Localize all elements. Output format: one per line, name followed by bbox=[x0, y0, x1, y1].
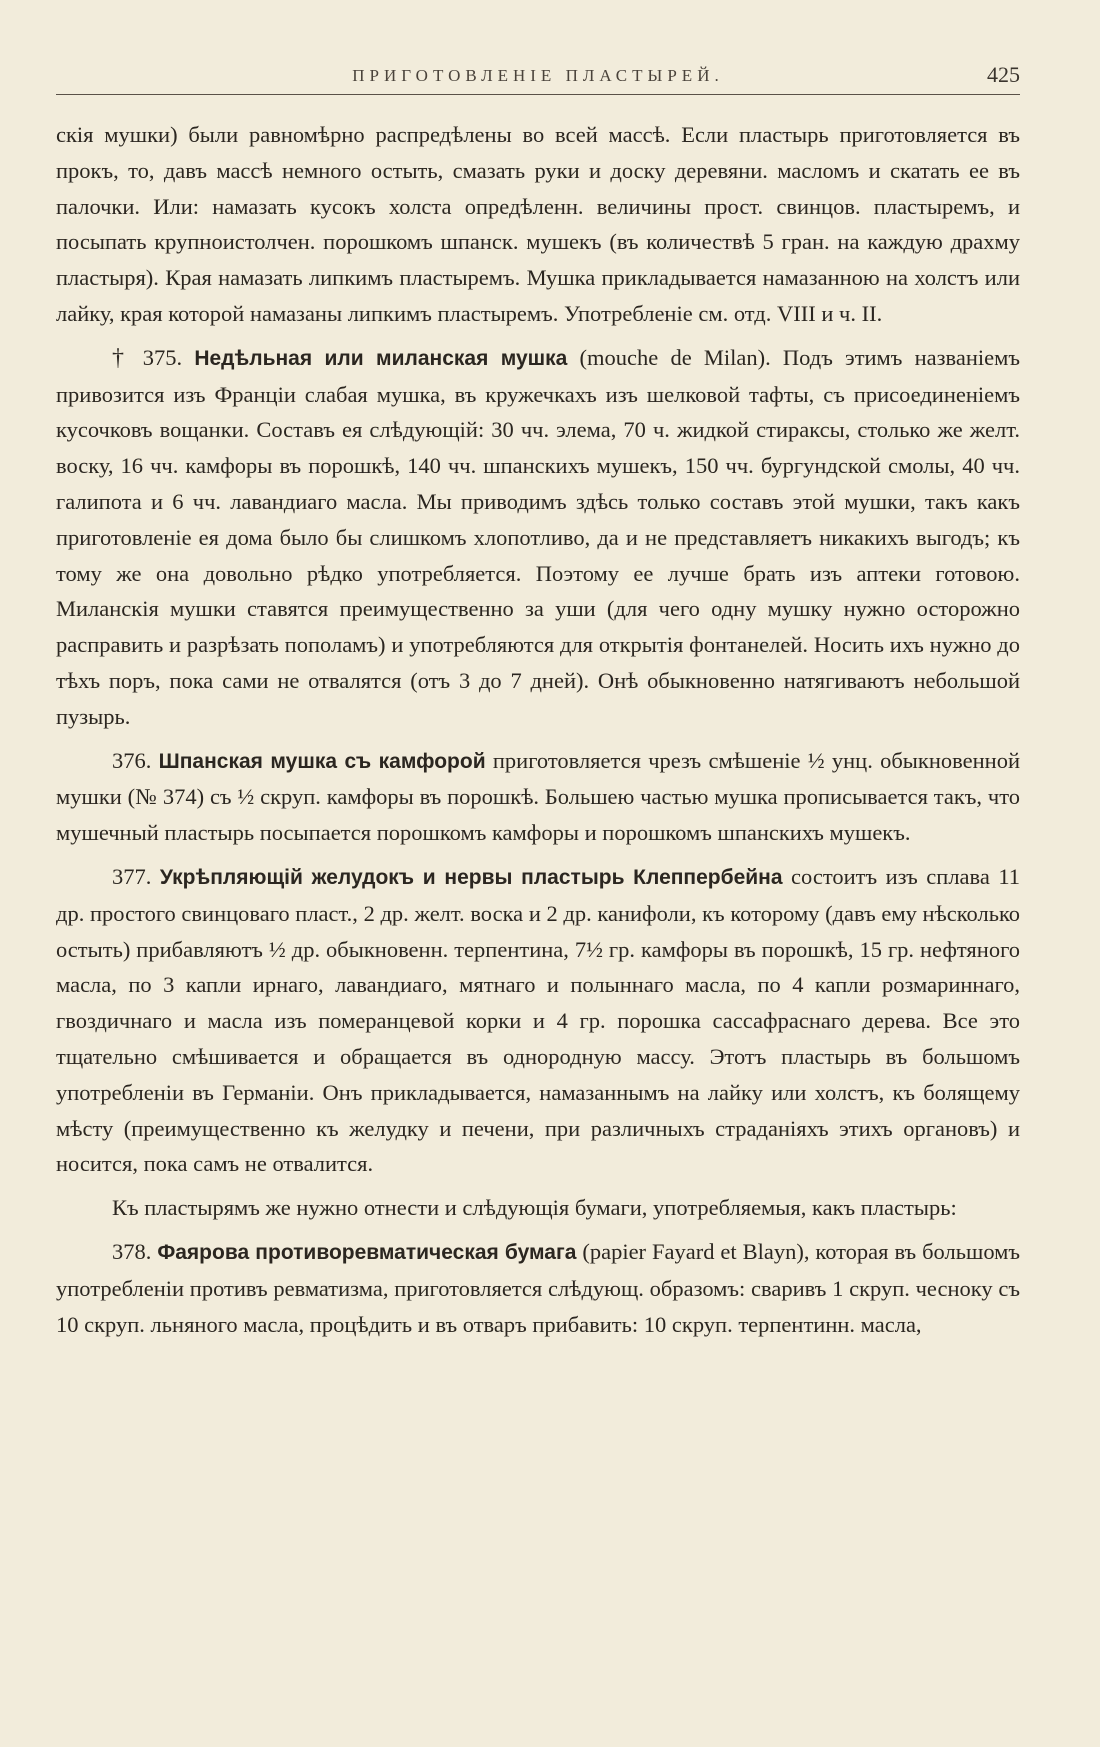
item-number: 376. bbox=[112, 747, 152, 773]
item-number: 377. bbox=[112, 863, 152, 889]
paragraph-text: (mouche de Milan). Подъ этимъ названіемъ привозится изъ Франціи слабая мушка, въ кружечкахъ изъ шелковой тафты, съ присоединеніемъ кусочковъ вощанки. Составъ ея слѣдующій: 30 чч. элема, 70 ч. жидкой стираксы, столько же желт. воску, 16 чч. камфоры въ порошкѣ, 140 чч. шпанскихъ мушекъ, 150 чч. бургундской смолы, 40 чч. галипота и 6 чч. лавандиаго масла. Мы приводимъ здѣсь только составъ этой мушки, такъ какъ приготовленіе ея дома было бы слишкомъ хлопотливо, да и не представляетъ никакихъ выгодъ; къ тому же она довольно рѣдко употребляется. Поэтому ее лучше брать изъ аптеки готовою. Миланскія мушки ставятся преимущественно за уши (для чего одну мушку нужно осторожно расправить и разрѣзать пополамъ) и употребляются для открытія фонтанелей. Носить ихъ нужно до тѣхъ поръ, пока сами не отвалятся (отъ 3 до 7 дней). Онѣ обыкновенно натягиваютъ небольшой пузырь. bbox=[56, 344, 1020, 729]
page-number: 425 bbox=[987, 62, 1020, 87]
paragraph-text: (papier Fayard et Blayn), которая въ большомъ употребленіи противъ ревматизма, приготовляется слѣдующ. образомъ: сваривъ 1 скруп. чеснoку съ 10 скруп. льняного масла, процѣдить и въ отваръ прибавить: 10 скруп. терпентинн. масла, bbox=[56, 1238, 1021, 1337]
item-number: 378. bbox=[112, 1238, 152, 1264]
paragraph-continuation bbox=[56, 117, 1020, 332]
item-heading: Фаярова противоревматическая бумага bbox=[157, 1240, 577, 1264]
paragraph-text: приготовляется чрезъ смѣшеніе ½ унц. обыкновенной мушки (№ 374) съ ½ скруп. камфоры въ порошкѣ. Большею частью мушка прописывается такъ, что мушечный пластырь посыпается порошкомъ камфоры и порошкомъ шпанскихъ мушекъ. bbox=[56, 747, 1021, 846]
paragraph-376 bbox=[56, 743, 1020, 851]
dagger-mark: † bbox=[112, 344, 131, 371]
paragraph-text: состоитъ изъ сплава 11 др. простого свинцоваго пласт., 2 др. желт. воска и 2 др. канифоли, къ которому (давъ ему нѣсколько остыть) прибавляютъ ½ др. обыкновенн. терпентина, 7½ гр. камфоры въ порошкѣ, 15 гр. нефтяного масла, по 3 капли ирнаго, лавандиаго, мятнаго и полыннаго масла, по 4 капли розмариннаго, гвоздичнаго и масла изъ померанцевой корки и 4 гр. порошка сассафраснаго дерева. Все это тщательно смѣшивается и обращается въ однородную массу. Этотъ пластырь въ большомъ употребленіи въ Германіи. Онъ прикладывается, намазаннымъ на лайку или холстъ, къ болящему мѣсту (преимущественно къ желудку и печени, при различныхъ страданіяхъ этихъ органовъ) и носится, пока самъ не отвалится. bbox=[56, 863, 1021, 1177]
running-head bbox=[56, 62, 1020, 95]
item-heading: Недѣльная или миланская мушка bbox=[194, 346, 568, 370]
paragraph-375 bbox=[56, 340, 1020, 735]
item-heading: Укрѣпляющій желудокъ и нервы пластырь Клеппербейна bbox=[159, 865, 783, 889]
item-number: 375. bbox=[142, 344, 183, 370]
running-title: ПРИГОТОВЛЕНІЕ ПЛАСТЫРЕЙ. bbox=[352, 66, 724, 85]
paragraph-text: Къ пластырямъ же нужно отнести и слѣдующія бумаги, употребляемыя, какъ пластырь: bbox=[112, 1195, 957, 1221]
paragraph-papers-intro bbox=[56, 1190, 1020, 1226]
paragraph-378 bbox=[56, 1234, 1020, 1342]
paragraph-377 bbox=[56, 859, 1020, 1182]
item-heading: Шпанская мушка съ камфорой bbox=[158, 749, 486, 773]
paragraph-text: скія мушки) были равномѣрно распредѣлены во всей массѣ. Если пластырь приготовляется въ прокъ, то, давъ массѣ немного остыть, смазать руки и доску деревяни. масломъ и скатать ее въ палочки. Или: намазать кусокъ холста опредѣленн. величины прост. свинцов. пластыремъ, и посыпать крупноистолчен. порошкомъ шпанск. мушекъ (въ количествѣ 5 гран. на каждую драхму пластыря). Края намазать липкимъ пластыремъ. Мушка прикладывается намазанною на холстъ или лайку, края которой намазаны липкимъ пластыремъ. Употребленіе см. отд. VIII и ч. II. bbox=[56, 122, 1020, 326]
